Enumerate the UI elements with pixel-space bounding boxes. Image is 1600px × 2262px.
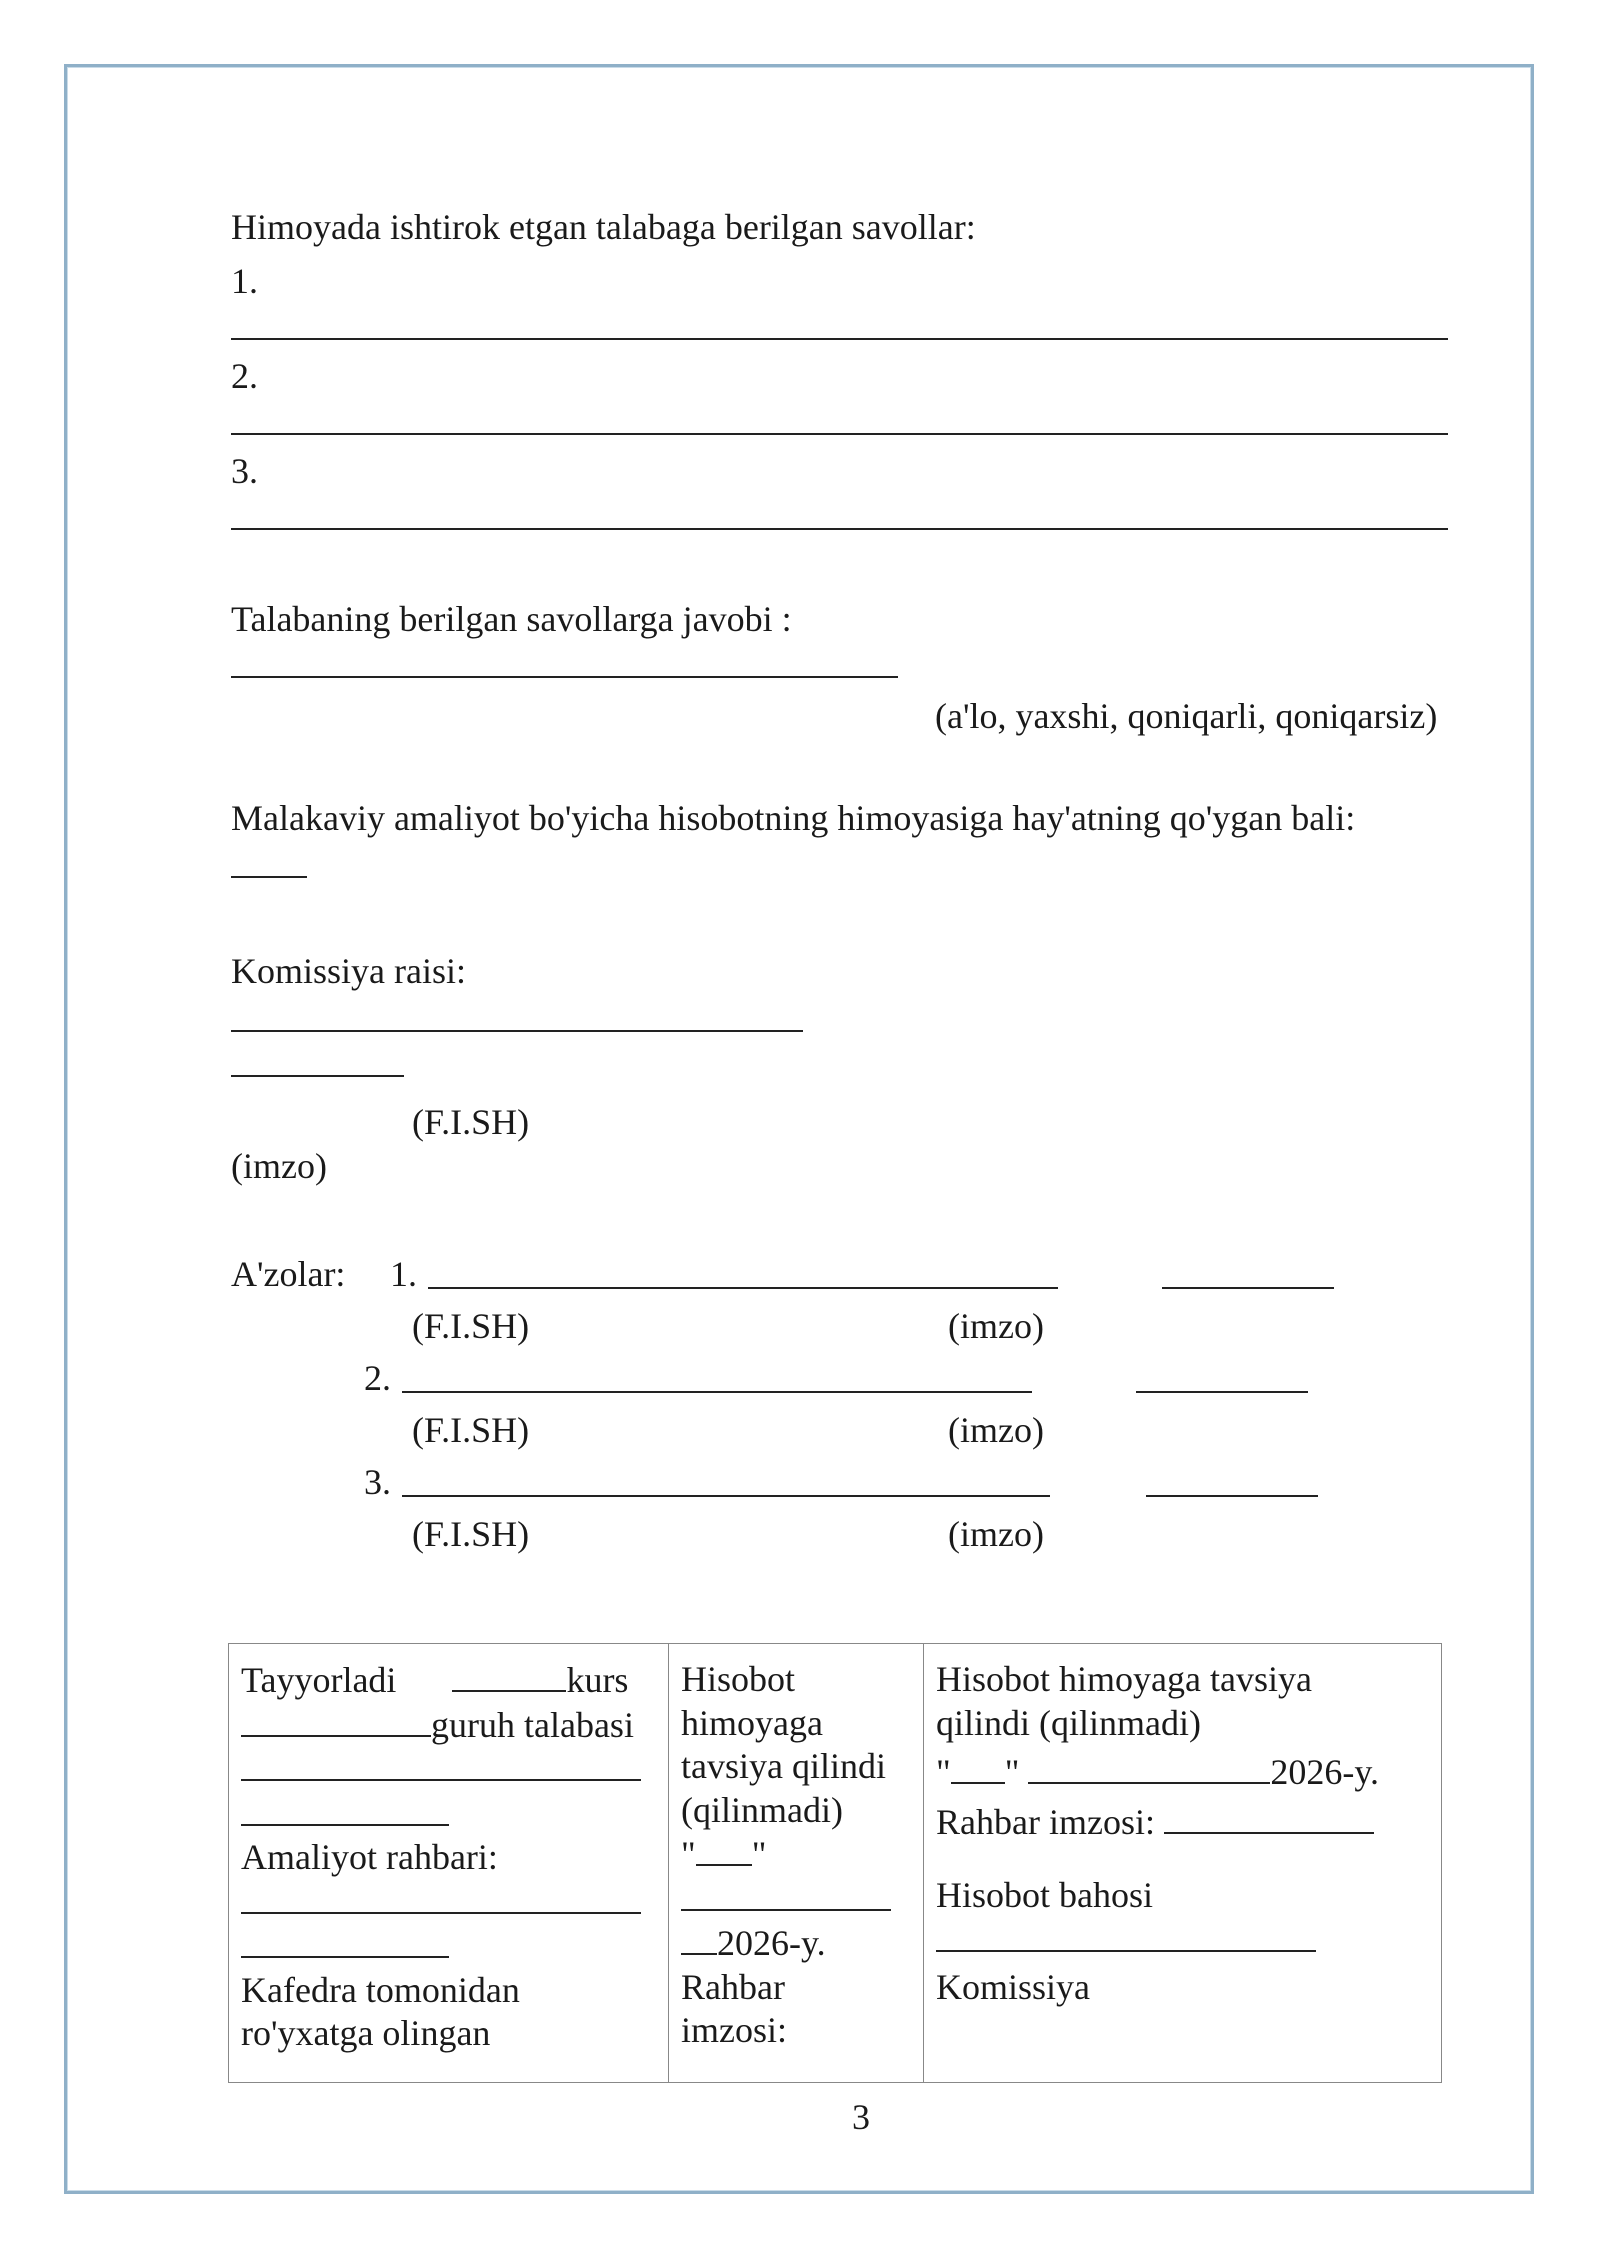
member-sign-line-3 (1146, 1495, 1318, 1497)
day-blank (951, 1750, 1005, 1784)
student-name-blank (241, 1747, 641, 1781)
quote-open: " (936, 1752, 951, 1792)
member-number-1: 1. (390, 1254, 417, 1294)
grade-recommend-line-2: qilindi (qilinmadi) (936, 1702, 1201, 1743)
supervisor-sign-label-1: Rahbar (681, 1966, 785, 2007)
member-fish-line-3 (402, 1495, 1050, 1497)
supervisor-sign-line (936, 1800, 1429, 1845)
recommendation-line-4: (qilinmadi) (681, 1789, 843, 1830)
question-answer-line-2 (231, 433, 1448, 435)
supervisor-label: Amaliyot rahbari: (241, 1837, 498, 1877)
grade-cell (924, 1644, 1442, 2083)
quote-open: " (681, 1834, 696, 1874)
answer-line (231, 676, 898, 678)
member-number-2: 2. (364, 1358, 391, 1398)
chairman-sign-line (231, 1075, 404, 1077)
day-blank (696, 1832, 752, 1866)
spacer (936, 1844, 1429, 1874)
member-fish-line-1 (428, 1287, 1058, 1289)
supervisor-blank (241, 1880, 641, 1914)
member-fish-line-2 (402, 1391, 1032, 1393)
department-label-1: Kafedra tomonidan (241, 1969, 520, 2010)
grade-date-line (936, 1750, 1429, 1795)
student-name-blank-2 (241, 1792, 449, 1826)
grade-year: 2026-y. (1270, 1752, 1380, 1792)
question-answer-line-3 (231, 528, 1448, 530)
answer-heading: Talabaning berilgan savollarga javobi : (231, 599, 792, 639)
student-name-line (241, 1747, 656, 1792)
quote-close: " (751, 1834, 767, 1874)
recommendation-date-year (681, 1921, 911, 1966)
chairman-fish-caption: (F.I.SH) (412, 1102, 530, 1142)
question-number-1: 1. (231, 261, 258, 301)
member-sign-line-2 (1136, 1391, 1308, 1393)
supervisor-sign-label-2: imzosi: (681, 2010, 787, 2050)
recommendation-cell (669, 1644, 924, 2083)
grade-blank (936, 1918, 1316, 1952)
grade-line (936, 1918, 1429, 1963)
member-fish-caption-3: (F.I.SH) (412, 1514, 530, 1554)
question-number-2: 2. (231, 356, 258, 396)
score-line (231, 876, 307, 878)
department-label-2: ro'yxatga olingan (241, 2013, 491, 2053)
member-number-3: 3. (364, 1462, 391, 1502)
score-heading: Malakaviy amaliyot bo'yicha hisobotning himoyasiga hay'atning qo'ygan bali: (231, 798, 1356, 838)
question-number-3: 3. (231, 451, 258, 491)
prepared-line (241, 1658, 656, 1703)
group-blank (241, 1703, 431, 1737)
member-imzo-caption-2: (imzo) (948, 1410, 1044, 1450)
group-label: guruh talabasi (431, 1704, 634, 1745)
course-label: kurs (566, 1660, 629, 1700)
page-number: 3 (852, 2097, 870, 2137)
commission-label: Komissiya (936, 1967, 1091, 2007)
grade-label: Hisobot bahosi (936, 1875, 1154, 1915)
member-imzo-caption-3: (imzo) (948, 1514, 1044, 1554)
member-fish-caption-1: (F.I.SH) (412, 1306, 530, 1346)
recommendation-line-3: tavsiya qilindi (681, 1746, 886, 1786)
grade-recommend-line-1: Hisobot himoyaga tavsiya (936, 1659, 1312, 1699)
recommendation-date-day (681, 1832, 911, 1877)
questions-heading: Himoyada ishtirok etgan talabaga berilgan savollar: (231, 207, 976, 247)
chairman-imzo-caption: (imzo) (231, 1146, 327, 1186)
month-blank (681, 1877, 891, 1911)
student-info-cell (229, 1644, 669, 2083)
question-answer-line-1 (231, 338, 1448, 340)
supervisor-blank-2 (241, 1924, 449, 1958)
month-blank (1028, 1750, 1270, 1784)
supervisor-line (241, 1880, 656, 1925)
answer-options: (a'lo, yaxshi, qoniqarli, qoniqarsiz) (935, 696, 1438, 736)
member-imzo-caption-1: (imzo) (948, 1306, 1044, 1346)
recommendation-line-2: himoyaga (681, 1702, 823, 1743)
student-name-line-2 (241, 1792, 656, 1837)
year-prefix-blank (681, 1921, 717, 1955)
members-label: A'zolar: (231, 1254, 346, 1294)
course-blank (452, 1658, 566, 1692)
recommendation-date-month (681, 1877, 911, 1922)
group-line (241, 1703, 656, 1748)
supervisor-sign-label: Rahbar imzosi: (936, 1801, 1155, 1842)
supervisor-sign-blank (1164, 1800, 1374, 1834)
supervisor-line-2 (241, 1924, 656, 1969)
recommendation-year: 2026-y. (717, 1923, 826, 1963)
chairman-fish-line (231, 1030, 803, 1032)
report-info-table (228, 1643, 1442, 2083)
member-sign-line-1 (1162, 1287, 1334, 1289)
member-fish-caption-2: (F.I.SH) (412, 1410, 530, 1450)
prepared-label: Tayyorladi (241, 1660, 397, 1700)
chairman-label: Komissiya raisi: (231, 951, 466, 991)
recommendation-line-1: Hisobot (681, 1659, 796, 1699)
quote-close: " (1004, 1752, 1020, 1792)
